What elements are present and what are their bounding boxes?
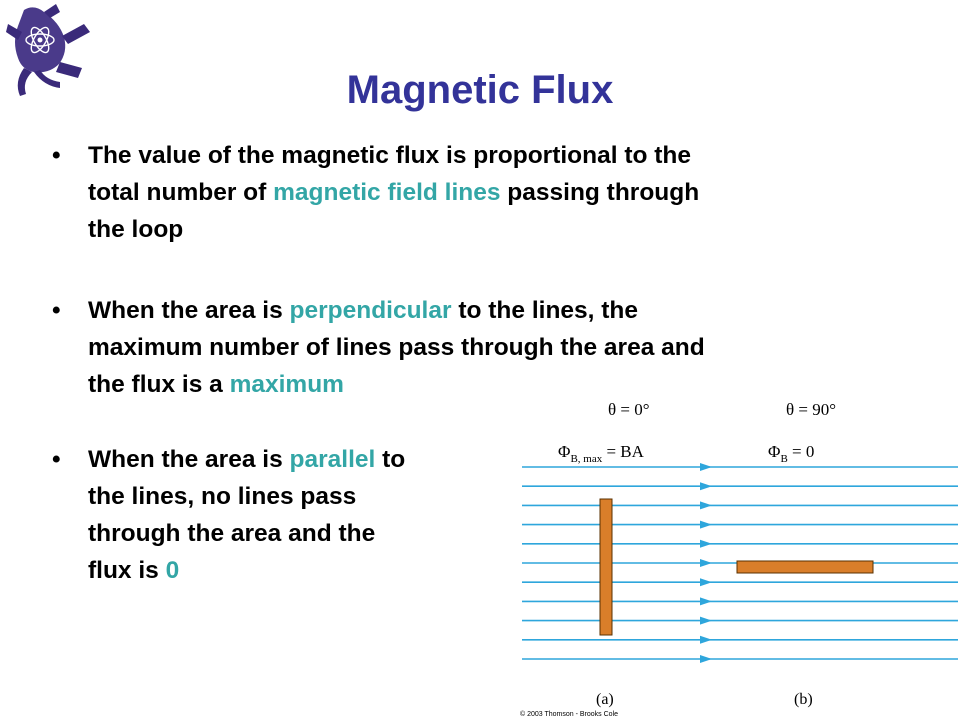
bullet-line: The value of the magnetic flux is proportional to the bbox=[88, 142, 692, 169]
bullet-text bbox=[88, 137, 699, 248]
bullet-line: total number of bbox=[88, 179, 274, 206]
bullet-line: When the area is bbox=[88, 446, 290, 473]
bullet-line: flux is bbox=[88, 557, 166, 584]
flux-label-b: $\Phi_B = 0$ bbox=[768, 442, 815, 465]
highlight-text: magnetic field lines bbox=[273, 179, 501, 206]
flux-label-a: $\Phi_{B, max}$ = BA bbox=[558, 442, 644, 465]
bullet-line: through the area and the bbox=[88, 520, 376, 547]
highlight-text: maximum bbox=[229, 371, 344, 398]
bullet-line: When the area is bbox=[88, 297, 290, 324]
caption-b: (b) bbox=[794, 691, 813, 708]
bullet-text bbox=[88, 441, 405, 589]
field-line-arrow bbox=[700, 540, 712, 548]
highlight-text: parallel bbox=[289, 446, 376, 473]
bullet-line: maximum number of lines pass through the area and bbox=[88, 334, 705, 361]
bullet-marker: • bbox=[52, 297, 61, 324]
field-line-arrow bbox=[700, 463, 712, 471]
bullet-line: passing through bbox=[500, 179, 700, 206]
field-line-arrow bbox=[700, 597, 712, 605]
field-line-arrow bbox=[700, 521, 712, 529]
highlight-text: perpendicular bbox=[289, 297, 452, 324]
bullet-marker: • bbox=[52, 142, 61, 169]
bullet-text bbox=[88, 292, 705, 403]
bullet-marker: • bbox=[52, 446, 61, 473]
field-line-arrow bbox=[700, 617, 712, 625]
bullet-line: the loop bbox=[88, 216, 184, 243]
copyright-text: © 2003 Thomson - Brooks Cole bbox=[520, 711, 619, 718]
highlight-text: 0 bbox=[165, 557, 180, 584]
angle-label-b: θ = 90° bbox=[786, 400, 837, 419]
field-line-arrow bbox=[700, 559, 712, 567]
caption-a: (a) bbox=[596, 691, 614, 708]
bullet-line: the lines, no lines pass bbox=[88, 483, 357, 510]
loop-parallel bbox=[737, 561, 873, 573]
field-line-arrow bbox=[700, 578, 712, 586]
field-line-arrow bbox=[700, 636, 712, 644]
field-line-arrow bbox=[700, 482, 712, 490]
field-line-arrow bbox=[700, 501, 712, 509]
bullet-line: to the lines, the bbox=[451, 297, 639, 324]
loop-perpendicular bbox=[600, 499, 612, 635]
bullet-line: to bbox=[375, 446, 406, 473]
field-line-arrow bbox=[700, 655, 712, 663]
slide-title: Magnetic Flux bbox=[346, 68, 614, 112]
angle-label-a: θ = 0° bbox=[608, 400, 650, 419]
bullet-line: the flux is a bbox=[88, 371, 230, 398]
magnetic-flux-figure bbox=[500, 395, 960, 720]
